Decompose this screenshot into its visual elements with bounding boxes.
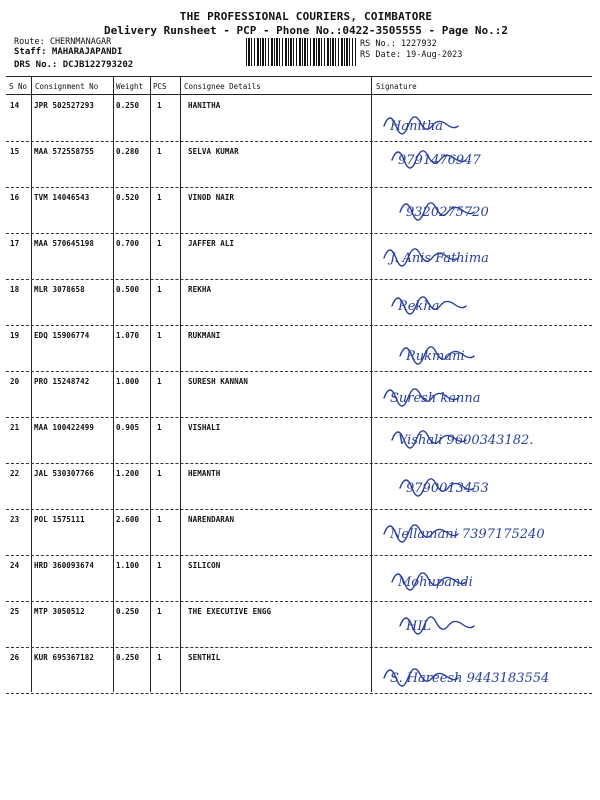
handwritten-signature — [378, 284, 588, 324]
cell-weight: 0.500 — [116, 285, 140, 294]
cell-consignee: VINOD NAIR — [188, 193, 235, 202]
cell-pcs: 1 — [157, 469, 162, 478]
signature-24 — [378, 560, 588, 600]
runsheet-title: Delivery Runsheet - PCP - Phone No.:0422-3505555 - Page No.:2 — [104, 24, 508, 37]
row-divider — [6, 463, 592, 464]
signature-text: 9791476947 — [398, 153, 481, 168]
route-label: Route: CHERNMANAGAR — [14, 37, 112, 47]
row-divider — [6, 601, 592, 602]
signature-text: 9320275720 — [406, 205, 489, 220]
cell-consignment: MAA 100422499 — [34, 423, 94, 432]
cell-sno: 19 — [10, 331, 20, 340]
row-divider — [6, 233, 592, 234]
cell-consignee: RUKMANI — [188, 331, 221, 340]
cell-weight: 0.250 — [116, 101, 140, 110]
signature-19 — [378, 334, 588, 374]
signature-23 — [378, 512, 588, 552]
cell-consignee: NARENDARAN — [188, 515, 235, 524]
cell-pcs: 1 — [157, 285, 162, 294]
row-divider — [6, 509, 592, 510]
handwritten-signature — [378, 466, 588, 506]
cell-weight: 0.250 — [116, 653, 140, 662]
col-divider-sno — [31, 76, 32, 692]
cell-consignee: VISHALI — [188, 423, 221, 432]
signature-15 — [378, 138, 588, 178]
cell-pcs: 1 — [157, 377, 162, 386]
cell-pcs: 1 — [157, 561, 162, 570]
cell-sno: 14 — [10, 101, 20, 110]
staff-label — [14, 48, 122, 57]
cell-weight: 1.100 — [116, 561, 140, 570]
staff-value: Staff: MAHARAJAPANDI — [14, 47, 123, 57]
cell-sno: 18 — [10, 285, 20, 294]
row-divider — [6, 325, 592, 326]
row-divider — [6, 279, 592, 280]
cell-weight: 0.520 — [116, 193, 140, 202]
cell-weight: 0.700 — [116, 239, 140, 248]
signature-18 — [378, 284, 588, 324]
handwritten-signature — [378, 190, 588, 230]
handwritten-signature — [378, 138, 588, 178]
cell-consignment: MAA 572558755 — [34, 147, 94, 156]
col-header-signature: Signature — [376, 82, 417, 91]
cell-consignment: MLR 3078658 — [34, 285, 85, 294]
cell-sno: 23 — [10, 515, 20, 524]
drs-value: DRS No.: DCJB122793202 — [14, 60, 134, 70]
signature-16 — [378, 190, 588, 230]
cell-consignment: PRO 15248742 — [34, 377, 90, 386]
cell-consignment: MTP 3050512 — [34, 607, 85, 616]
handwritten-signature — [378, 656, 588, 696]
barcode-image — [246, 38, 356, 66]
cell-weight: 1.000 — [116, 377, 140, 386]
cell-consignment: JAL 530307766 — [34, 469, 94, 478]
cell-pcs: 1 — [157, 147, 162, 156]
table-top-rule — [6, 76, 592, 77]
cell-consignee: SURESH KANNAN — [188, 377, 248, 386]
cell-sno: 15 — [10, 147, 20, 156]
cell-sno: 22 — [10, 469, 20, 478]
cell-consignee: SELVA KUMAR — [188, 147, 239, 156]
handwritten-signature — [378, 418, 588, 458]
signature-25 — [378, 604, 588, 644]
cell-pcs: 1 — [157, 239, 162, 248]
cell-pcs: 1 — [157, 423, 162, 432]
row-divider — [6, 187, 592, 188]
handwritten-signature — [378, 236, 588, 276]
rs-date: RS Date: 19-Aug-2023 — [360, 50, 463, 60]
signature-26 — [378, 656, 588, 696]
col-divider-pcs — [180, 76, 181, 692]
cell-weight: 1.200 — [116, 469, 140, 478]
rs-number: RS No.: 1227932 — [360, 39, 437, 49]
signature-text: Suresh kanna — [390, 391, 481, 406]
cell-consignee: HEMANTH — [188, 469, 221, 478]
signature-text: Nellamani 7397175240 — [390, 527, 545, 542]
cell-consignment: KUR 695367182 — [34, 653, 94, 662]
col-header-sno: S No — [9, 82, 28, 91]
signature-text: S. Hareesh 9443183554 — [390, 671, 550, 686]
cell-consignee: THE EXECUTIVE ENGG — [188, 607, 272, 616]
signature-text: J. Anis Fathima — [390, 251, 489, 266]
col-header-pcs: PCS — [153, 82, 167, 91]
signature-text: Rekha — [398, 299, 440, 314]
company-name: THE PROFESSIONAL COURIERS, COIMBATORE — [179, 10, 433, 23]
signature-text: Mohupandi — [398, 575, 473, 590]
cell-weight: 0.280 — [116, 147, 140, 156]
drs-number — [14, 61, 133, 70]
row-divider — [6, 555, 592, 556]
cell-weight: 2.600 — [116, 515, 140, 524]
cell-sno: 25 — [10, 607, 20, 616]
cell-pcs: 1 — [157, 101, 162, 110]
table-header-rule — [6, 94, 592, 95]
col-divider-consignee — [371, 76, 372, 692]
cell-sno: 17 — [10, 239, 20, 248]
cell-pcs: 1 — [157, 331, 162, 340]
signature-text: HIL — [406, 619, 432, 634]
signature-text: Rukmani — [406, 349, 465, 364]
signature-20 — [378, 376, 588, 416]
cell-sno: 21 — [10, 423, 20, 432]
handwritten-signature — [378, 512, 588, 552]
cell-consignment: MAA 570645198 — [34, 239, 94, 248]
cell-weight: 0.250 — [116, 607, 140, 616]
col-header-consignee: Consignee Details — [184, 82, 261, 91]
col-divider-consignment — [113, 76, 114, 692]
cell-weight: 1.070 — [116, 331, 140, 340]
col-header-consignment: Consignment No — [35, 82, 99, 91]
cell-consignee: REKHA — [188, 285, 212, 294]
cell-sno: 16 — [10, 193, 20, 202]
cell-weight: 0.905 — [116, 423, 140, 432]
signature-17 — [378, 236, 588, 276]
cell-pcs: 1 — [157, 515, 162, 524]
cell-consignee: JAFFER ALI — [188, 239, 235, 248]
row-divider — [6, 647, 592, 648]
cell-pcs: 1 — [157, 193, 162, 202]
handwritten-signature — [378, 334, 588, 374]
cell-consignment: HRD 360093674 — [34, 561, 94, 570]
cell-consignment: POL 1575111 — [34, 515, 85, 524]
cell-consignment: EDQ 15906774 — [34, 331, 90, 340]
cell-pcs: 1 — [157, 607, 162, 616]
col-divider-weight — [150, 76, 151, 692]
handwritten-signature — [378, 560, 588, 600]
cell-consignee: HANITHA — [188, 101, 221, 110]
cell-consignment: TVM 14046543 — [34, 193, 90, 202]
handwritten-signature — [378, 604, 588, 644]
cell-consignment: JPR 502527293 — [34, 101, 94, 110]
cell-consignee: SILICON — [188, 561, 221, 570]
cell-pcs: 1 — [157, 653, 162, 662]
signature-text: 9790013453 — [406, 481, 489, 496]
col-header-weight: Weight — [116, 82, 144, 91]
handwritten-signature — [378, 376, 588, 416]
cell-sno: 24 — [10, 561, 20, 570]
signature-text: Vishali 9600343182. — [398, 433, 534, 448]
cell-consignee: SENTHIL — [188, 653, 221, 662]
cell-sno: 26 — [10, 653, 20, 662]
cell-sno: 20 — [10, 377, 20, 386]
signature-22 — [378, 466, 588, 506]
signature-21 — [378, 418, 588, 458]
signature-text: Hanitha — [390, 119, 443, 134]
